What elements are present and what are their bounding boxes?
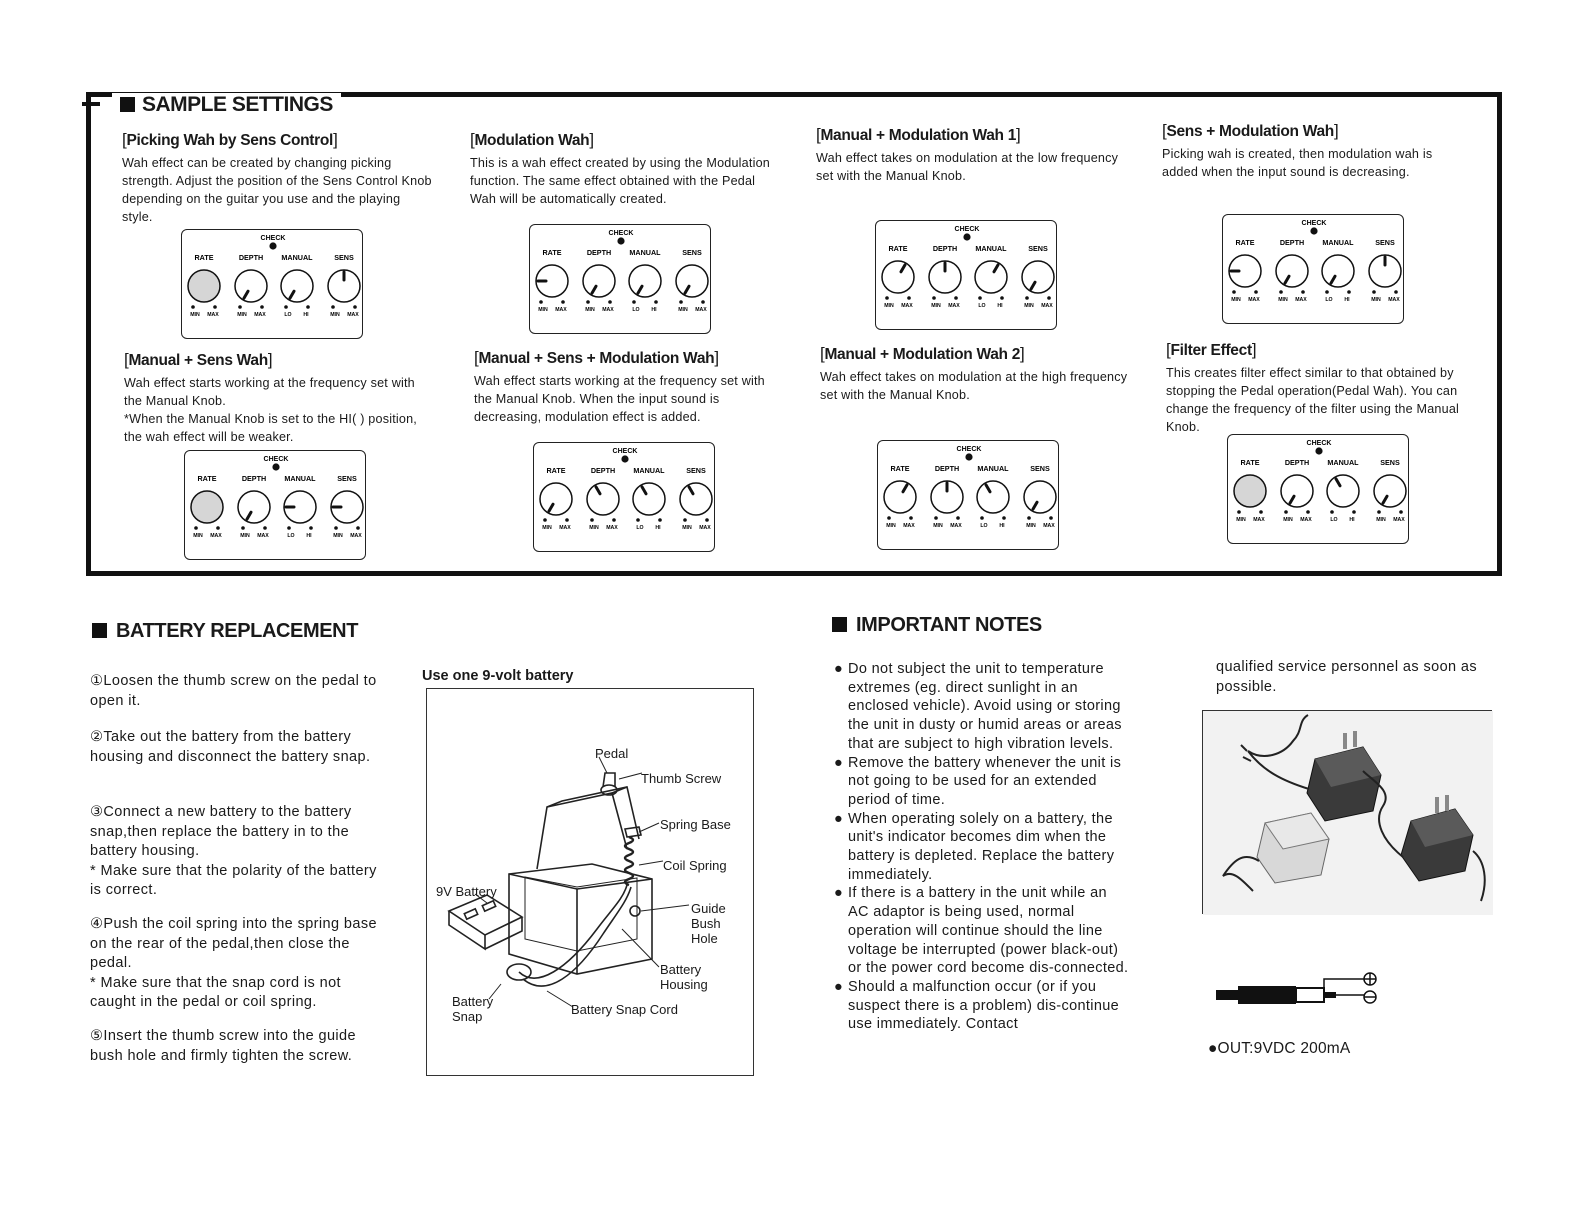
battery-diagram <box>426 688 754 1076</box>
important-notes-title: IMPORTANT NOTES <box>832 614 1042 637</box>
scale-min-label: MIN <box>1026 523 1036 529</box>
sens-label: SENS <box>682 248 702 257</box>
rate-label: RATE <box>546 466 566 475</box>
note-item: ● Do not subject the unit to temperature extremes (eg. direct sunlight in an enclosed vehicle). Avoid using or storing the unit in dusty or humid areas or areas that are subject to high vibration levels. <box>834 661 1122 752</box>
battery-step-note: * Make sure that the snap cord is not caught in the pedal or coil spring. <box>90 974 341 1010</box>
scale-dot <box>1002 516 1006 520</box>
scale-max-label: HI <box>1344 297 1350 303</box>
scale-dot <box>309 526 313 530</box>
setting-text: Picking wah is created, then modulation wah is added when the input sound is decreasing. <box>1162 147 1433 179</box>
setting-modulation-wah <box>470 130 780 208</box>
scale-min-label: MIN <box>240 533 250 539</box>
scale-min-label: LO <box>1330 517 1338 523</box>
scale-min-label: LO <box>636 525 644 531</box>
scale-max-label: HI <box>655 525 661 531</box>
scale-dot <box>1325 290 1329 294</box>
battery-step: ②Take out the battery from the battery housing and disconnect the battery snap. <box>90 729 371 765</box>
scale-min-label: MIN <box>193 533 203 539</box>
setting-manual-sens-modulation-wah <box>474 348 784 426</box>
depth-knob-icon <box>583 265 615 297</box>
depth-label: DEPTH <box>241 474 267 483</box>
scale-dot <box>705 518 709 522</box>
battery-step: ⑤Insert the thumb screw into the guide bush hole and firmly tighten the screw. <box>90 1028 356 1064</box>
scale-dot <box>1000 296 1004 300</box>
setting-title: [Manual + Modulation Wah 2] <box>820 344 1025 363</box>
knob-panel <box>181 229 363 339</box>
square-bullet-icon <box>832 617 847 632</box>
scale-dot <box>658 518 662 522</box>
check-label: CHECK <box>608 230 634 237</box>
manual-label: MANUAL <box>975 244 1007 253</box>
scale-dot <box>1330 510 1334 514</box>
scale-min-label: MIN <box>678 307 688 313</box>
scale-max-label: MAX <box>347 312 359 318</box>
battery-diagram-title: Use one 9-volt battery <box>422 668 574 684</box>
scale-dot <box>885 296 889 300</box>
scale-max-label: MAX <box>1043 523 1055 529</box>
note-item: ● When operating solely on a battery, the unit's indicator becomes dim when the battery is depleted. Replace the battery immediately. <box>834 810 1115 883</box>
scale-dot <box>1025 296 1029 300</box>
manual-label: MANUAL <box>1327 458 1359 467</box>
scale-max-label: MAX <box>699 525 711 531</box>
scale-dot <box>683 518 687 522</box>
scale-min-label: MIN <box>1376 517 1386 523</box>
setting-manual-modulation-wah-2 <box>820 344 1130 404</box>
check-label: CHECK <box>263 456 289 463</box>
setting-title: [Filter Effect] <box>1166 340 1257 359</box>
output-spec: ●OUT:9VDC 200mA <box>1208 1040 1351 1057</box>
scale-dot <box>679 300 683 304</box>
scale-min-label: MIN <box>886 523 896 529</box>
scale-min-label: LO <box>287 533 295 539</box>
sens-knob-icon <box>1022 261 1054 293</box>
scale-dot <box>1284 510 1288 514</box>
scale-max-label: HI <box>999 523 1005 529</box>
rate-label: RATE <box>197 474 217 483</box>
scale-min-label: LO <box>284 312 292 318</box>
scale-dot <box>636 518 640 522</box>
depth-knob-icon <box>235 270 267 302</box>
label-guide-bush-hole: Guide Bush Hole <box>691 901 726 946</box>
scale-dot <box>1254 290 1258 294</box>
scale-min-label: MIN <box>542 525 552 531</box>
depth-label: DEPTH <box>1284 458 1310 467</box>
scale-max-label: MAX <box>257 533 269 539</box>
bullet-icon: ● <box>834 810 844 827</box>
scale-dot <box>632 300 636 304</box>
scale-dot <box>1347 290 1351 294</box>
check-led-icon <box>269 242 276 249</box>
sens-knob-icon <box>680 483 712 515</box>
check-led-icon <box>1310 227 1317 234</box>
scale-dot <box>1049 516 1053 520</box>
scale-max-label: MAX <box>210 533 222 539</box>
scale-max-label: HI <box>303 312 309 318</box>
scale-max-label: MAX <box>1041 303 1053 309</box>
ac-adaptor-photo <box>1202 710 1492 914</box>
setting-title: [Modulation Wah] <box>470 130 594 149</box>
knob-panel <box>1222 214 1404 324</box>
rate-label: RATE <box>542 248 562 257</box>
sens-label: SENS <box>686 466 706 475</box>
scale-min-label: MIN <box>1236 517 1246 523</box>
check-label: CHECK <box>1306 440 1332 447</box>
manual-label: MANUAL <box>633 466 665 475</box>
manual-label: MANUAL <box>629 248 661 257</box>
manual-knob-icon <box>1327 475 1359 507</box>
scale-max-label: MAX <box>254 312 266 318</box>
battery-step: ③Connect a new battery to the battery snap,then replace the battery in to the battery housing. * Make sure that the polarity of the battery is correct. <box>90 803 385 901</box>
rate-knob-icon <box>540 483 572 515</box>
setting-title: [Manual + Sens Wah] <box>124 350 273 369</box>
frame-notch <box>82 102 100 106</box>
scale-max-label: MAX <box>606 525 618 531</box>
setting-sens-modulation-wah <box>1162 121 1472 181</box>
depth-label: DEPTH <box>590 466 616 475</box>
scale-dot <box>334 526 338 530</box>
scale-dot <box>1279 290 1283 294</box>
manual-knob-icon <box>629 265 661 297</box>
scale-min-label: MIN <box>682 525 692 531</box>
depth-knob-icon <box>587 483 619 515</box>
knob-panel <box>533 442 715 552</box>
label-9v-battery: 9V Battery <box>436 884 497 899</box>
scale-min-label: MIN <box>1024 303 1034 309</box>
rate-label: RATE <box>1240 458 1260 467</box>
scale-max-label: MAX <box>695 307 707 313</box>
scale-dot <box>356 526 360 530</box>
scale-min-label: MIN <box>1278 297 1288 303</box>
setting-text: Wah effect starts working at the frequency set with the Manual Knob. <box>124 376 415 408</box>
manual-knob-icon <box>975 261 1007 293</box>
scale-dot <box>978 296 982 300</box>
square-bullet-icon <box>92 623 107 638</box>
scale-max-label: MAX <box>555 307 567 313</box>
battery-step-note: * Make sure that the polarity of the battery is correct. <box>90 862 377 898</box>
battery-step: ④Push the coil spring into the spring base on the rear of the pedal,then close the pedal. * Make sure that the snap cord is not caught in the pedal or coil spring. <box>90 915 385 1013</box>
notes-continued: qualified service personnel as soon as possible. <box>1216 659 1478 695</box>
depth-label: DEPTH <box>238 253 264 262</box>
scale-dot <box>1047 296 1051 300</box>
manual-knob-icon <box>633 483 665 515</box>
scale-max-label: MAX <box>207 312 219 318</box>
setting-filter-effect <box>1166 340 1476 436</box>
label-battery-housing: Battery Housing <box>660 962 708 992</box>
sens-knob-icon <box>1024 481 1056 513</box>
scale-dot <box>956 516 960 520</box>
check-led-icon <box>963 233 970 240</box>
check-label: CHECK <box>1301 220 1327 227</box>
scale-dot <box>954 296 958 300</box>
scale-dot <box>565 518 569 522</box>
check-label: CHECK <box>954 226 980 233</box>
scale-min-label: MIN <box>1231 297 1241 303</box>
rate-label: RATE <box>1235 238 1255 247</box>
scale-max-label: MAX <box>903 523 915 529</box>
scale-max-label: MAX <box>1388 297 1400 303</box>
scale-max-label: MAX <box>1393 517 1405 523</box>
scale-dot <box>543 518 547 522</box>
knob-panel <box>875 220 1057 330</box>
scale-min-label: MIN <box>589 525 599 531</box>
battery-section-title: BATTERY REPLACEMENT <box>92 620 358 643</box>
scale-dot <box>608 300 612 304</box>
setting-title: [Manual + Modulation Wah 1] <box>816 125 1021 144</box>
scale-dot <box>194 526 198 530</box>
manual-knob-icon <box>977 481 1009 513</box>
bullet-icon: ● <box>834 978 844 995</box>
scale-dot <box>213 305 217 309</box>
scale-max-label: HI <box>651 307 657 313</box>
rate-knob-icon <box>1234 475 1266 507</box>
plug-polarity-icon <box>1212 970 1392 1020</box>
scale-min-label: MIN <box>1371 297 1381 303</box>
setting-text: This is a wah effect created by using the Modulation function. The same effect obtained with the Pedal Wah will be automatically created. <box>470 156 770 206</box>
scale-dot <box>1027 516 1031 520</box>
scale-dot <box>1372 290 1376 294</box>
rate-knob-icon <box>188 270 220 302</box>
scale-min-label: MIN <box>538 307 548 313</box>
rate-knob-icon <box>884 481 916 513</box>
label-pedal: Pedal <box>595 746 629 761</box>
rate-label: RATE <box>890 464 910 473</box>
scale-dot <box>238 305 242 309</box>
label-thumb-screw: Thumb Screw <box>641 771 722 786</box>
setting-text: Wah effect takes on modulation at the high frequency set with the Manual Knob. <box>820 370 1128 402</box>
label-battery-snap-cord: Battery Snap Cord <box>571 1002 678 1017</box>
rate-label: RATE <box>194 253 214 262</box>
scale-max-label: MAX <box>901 303 913 309</box>
note-item: ● Should a malfunction occur (or if you suspect there is a problem) dis-continue use immediately. Contact <box>834 978 1120 1033</box>
knob-panel <box>877 440 1059 550</box>
label-battery-snap: Battery Snap <box>452 994 494 1024</box>
scale-min-label: LO <box>632 307 640 313</box>
scale-dot <box>353 305 357 309</box>
scale-dot <box>1259 510 1263 514</box>
sample-settings-title: SAMPLE SETTINGS <box>112 93 341 117</box>
scale-max-label: MAX <box>948 303 960 309</box>
scale-dot <box>260 305 264 309</box>
scale-min-label: MIN <box>1283 517 1293 523</box>
bullet-icon: ● <box>834 885 844 902</box>
scale-dot <box>1306 510 1310 514</box>
ac-adaptor-illustration <box>1203 711 1493 915</box>
scale-dot <box>934 516 938 520</box>
scale-dot <box>216 526 220 530</box>
setting-text: Wah effect takes on modulation at the low frequency set with the Manual Knob. <box>816 151 1119 183</box>
setting-manual-modulation-wah-1 <box>816 125 1126 185</box>
scale-max-label: MAX <box>1253 517 1265 523</box>
rate-knob-icon <box>882 261 914 293</box>
scale-dot <box>1232 290 1236 294</box>
label-coil-spring: Coil Spring <box>663 858 727 873</box>
depth-label: DEPTH <box>1279 238 1305 247</box>
setting-title: [Sens + Modulation Wah] <box>1162 121 1339 140</box>
sens-label: SENS <box>1375 238 1395 247</box>
scale-dot <box>306 305 310 309</box>
bullet-icon: ● <box>834 754 844 771</box>
scale-max-label: HI <box>997 303 1003 309</box>
manual-knob-icon <box>281 270 313 302</box>
scale-dot <box>331 305 335 309</box>
scale-min-label: MIN <box>333 533 343 539</box>
scale-dot <box>1237 510 1241 514</box>
knob-panel <box>184 450 366 560</box>
scale-dot <box>590 518 594 522</box>
scale-max-label: HI <box>1349 517 1355 523</box>
rate-knob-icon <box>191 491 223 523</box>
check-led-icon <box>272 463 279 470</box>
sens-knob-icon <box>1374 475 1406 507</box>
scale-dot <box>1399 510 1403 514</box>
setting-manual-sens-wah <box>124 350 434 446</box>
manual-label: MANUAL <box>284 474 316 483</box>
sens-label: SENS <box>1028 244 1048 253</box>
scale-dot <box>932 296 936 300</box>
knob-panel <box>529 224 711 334</box>
knob-panel <box>1227 434 1409 544</box>
scale-dot <box>980 516 984 520</box>
sens-label: SENS <box>1380 458 1400 467</box>
scale-dot <box>1377 510 1381 514</box>
check-label: CHECK <box>612 448 638 455</box>
scale-max-label: MAX <box>1300 517 1312 523</box>
scale-max-label: MAX <box>350 533 362 539</box>
scale-max-label: MAX <box>1295 297 1307 303</box>
scale-dot <box>1352 510 1356 514</box>
scale-dot <box>263 526 267 530</box>
square-bullet-icon <box>120 97 135 112</box>
sens-knob-icon <box>676 265 708 297</box>
scale-dot <box>887 516 891 520</box>
label-spring-base: Spring Base <box>660 817 731 832</box>
check-led-icon <box>621 455 628 462</box>
check-label: CHECK <box>956 446 982 453</box>
manual-knob-icon <box>1322 255 1354 287</box>
scale-dot <box>287 526 291 530</box>
scale-dot <box>561 300 565 304</box>
scale-min-label: MIN <box>884 303 894 309</box>
scale-min-label: LO <box>1325 297 1333 303</box>
scale-min-label: MIN <box>933 523 943 529</box>
depth-knob-icon <box>1281 475 1313 507</box>
note-item: ● If there is a battery in the unit while an AC adaptor is being used, normal operation will continue should the line voltage be interrupted (power black-out) or the power cord become dis-connected. <box>834 885 1129 977</box>
depth-knob-icon <box>1276 255 1308 287</box>
depth-label: DEPTH <box>586 248 612 257</box>
manual-label: MANUAL <box>977 464 1009 473</box>
scale-min-label: LO <box>978 303 986 309</box>
scale-dot <box>191 305 195 309</box>
rate-label: RATE <box>888 244 908 253</box>
scale-min-label: MIN <box>237 312 247 318</box>
scale-dot <box>539 300 543 304</box>
scale-dot <box>241 526 245 530</box>
manual-label: MANUAL <box>281 253 313 262</box>
setting-text: Wah effect starts working at the frequency set with the Manual Knob. When the input sound is decreasing, modulation effect is added. <box>474 374 765 424</box>
scale-min-label: MIN <box>585 307 595 313</box>
check-led-icon <box>617 237 624 244</box>
check-led-icon <box>1315 447 1322 454</box>
setting-text: Wah effect can be created by changing picking strength. Adjust the position of the Sens Control Knob depending on the guitar you use and the playing style. <box>122 156 432 224</box>
bullet-icon: ● <box>834 661 844 677</box>
setting-title: [Picking Wah by Sens Control] <box>122 130 338 149</box>
scale-dot <box>1394 290 1398 294</box>
scale-dot <box>1301 290 1305 294</box>
scale-min-label: LO <box>980 523 988 529</box>
manual-label: MANUAL <box>1322 238 1354 247</box>
setting-note: *When the Manual Knob is set to the HI( ) position, the wah effect will be weaker. <box>124 412 418 444</box>
scale-dot <box>586 300 590 304</box>
depth-label: DEPTH <box>932 244 958 253</box>
scale-max-label: MAX <box>559 525 571 531</box>
scale-min-label: MIN <box>190 312 200 318</box>
important-notes-list <box>834 660 1129 1034</box>
battery-step: ①Loosen the thumb screw on the pedal to open it. <box>90 673 377 709</box>
note-item: ● Remove the battery whenever the unit is not going to be used for an extended period of time. <box>834 754 1122 808</box>
depth-label: DEPTH <box>934 464 960 473</box>
scale-max-label: MAX <box>950 523 962 529</box>
scale-dot <box>909 516 913 520</box>
setting-title: [Manual + Sens + Modulation Wah] <box>474 348 719 367</box>
scale-min-label: MIN <box>330 312 340 318</box>
setting-picking-wah <box>122 130 432 226</box>
scale-max-label: HI <box>306 533 312 539</box>
depth-knob-icon <box>238 491 270 523</box>
scale-dot <box>612 518 616 522</box>
sens-label: SENS <box>337 474 357 483</box>
check-label: CHECK <box>260 235 286 242</box>
scale-dot <box>284 305 288 309</box>
scale-min-label: MIN <box>931 303 941 309</box>
setting-text: This creates filter effect similar to that obtained by stopping the Pedal operation(Pedal Wah). You can change the frequency of the filter using the Manual Knob. <box>1166 366 1460 434</box>
sens-label: SENS <box>334 253 354 262</box>
scale-max-label: MAX <box>602 307 614 313</box>
sens-label: SENS <box>1030 464 1050 473</box>
scale-dot <box>654 300 658 304</box>
check-led-icon <box>965 453 972 460</box>
scale-dot <box>701 300 705 304</box>
scale-max-label: MAX <box>1248 297 1260 303</box>
scale-dot <box>907 296 911 300</box>
